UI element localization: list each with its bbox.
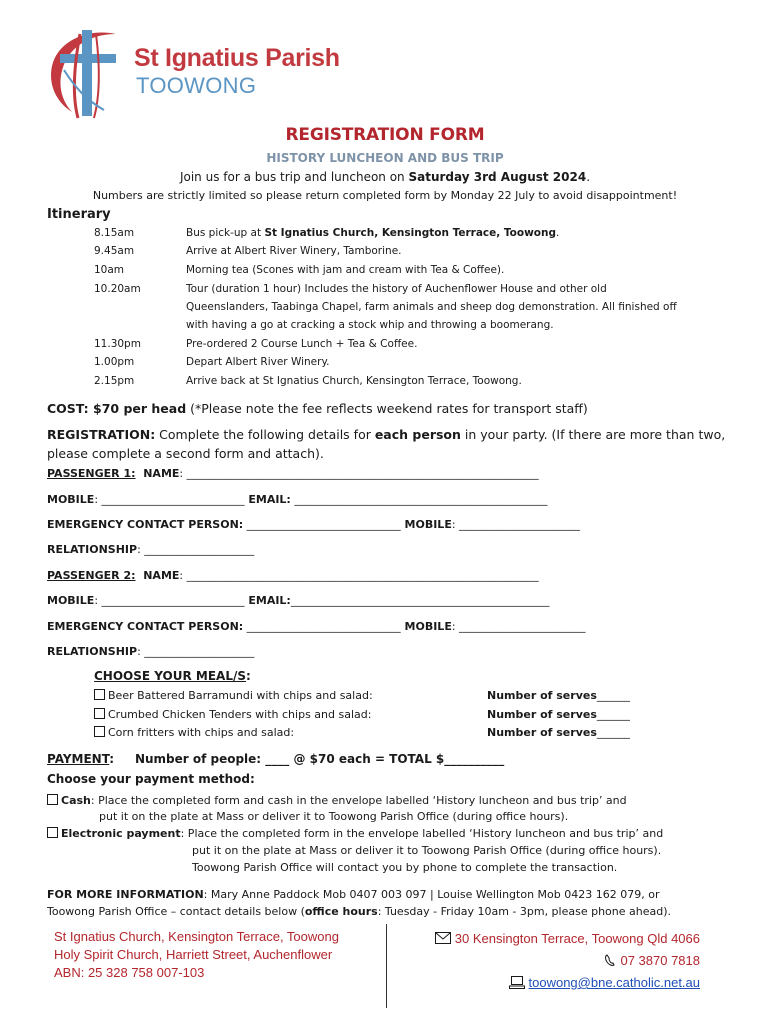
itinerary-desc: with having a go at cracking a stock whip and throwing a boomerang. [186,319,554,331]
itinerary-desc: Pre-ordered 2 Course Lunch + Tea & Coffee. [186,338,418,350]
checkbox[interactable] [47,827,58,838]
itinerary-desc: Arrive at Albert River Winery, Tamborine. [186,245,402,257]
footer-address: 30 Kensington Terrace, Toowong Qld 4066 [435,931,700,946]
meal-option-barramundi[interactable]: Beer Battered Barramundi with chips and salad: [94,689,373,702]
event-date: Saturday 3rd August 2024 [408,170,587,184]
footer-churches: St Ignatius Church, Kensington Terrace, Toowong Holy Spirit Church, Harriett Street, Auchenflower ABN: 25 328 758 007-103 [54,929,339,980]
checkbox[interactable] [94,726,105,737]
passenger-1-name-field[interactable]: PASSENGER 1: NAME: ________________________________________________________________ [47,467,539,480]
itinerary-heading: Itinerary [47,207,111,222]
parish-logo [44,26,134,120]
payment-method-heading: Choose your payment method: [47,772,255,786]
meal-option-chicken[interactable]: Crumbed Chicken Tenders with chips and salad: [94,708,371,721]
passenger-2-mobile-email-field[interactable]: MOBILE: __________________________ EMAIL:_______________________________________________ [47,594,550,607]
itinerary-time: 2.15pm [94,375,135,387]
footer-phone[interactable]: 07 3870 7818 [604,953,700,968]
cash-option[interactable]: Cash: Place the completed form and cash in the envelope labelled ‘History luncheon and bus trip’ and [47,794,627,807]
meal-option-corn-fritters[interactable]: Corn fritters with chips and salad: [94,726,294,739]
electronic-option-text: put it on the plate at Mass or deliver it to Toowong Parish Office (during office hours). [192,844,662,857]
itinerary-time: 9.45am [94,245,135,257]
serves-field[interactable]: Number of serves______ [487,689,630,702]
itinerary-desc: Bus pick-up at St Ignatius Church, Kensington Terrace, Toowong. [186,227,560,239]
footer-divider [386,924,387,1008]
payment-line[interactable]: PAYMENT: Number of people: ____ @ $70 each = TOTAL $__________ [47,752,505,766]
meal-heading: CHOOSE YOUR MEAL/S: [94,669,251,683]
passenger-1-emergency-field[interactable]: EMERGENCY CONTACT PERSON: ____________________________ MOBILE: ______________________ [47,518,581,531]
checkbox[interactable] [47,794,58,805]
checkbox[interactable] [94,689,105,700]
itinerary-desc: Tour (duration 1 hour) Includes the history of Auchenflower House and other old [186,283,607,295]
itinerary-desc: Morning tea (Scones with jam and cream with Tea & Coffee). [186,264,505,276]
serves-field[interactable]: Number of serves______ [487,708,630,721]
itinerary-desc: Arrive back at St Ignatius Church, Kensington Terrace, Toowong. [186,375,522,387]
phone-icon [604,954,616,967]
cost-line: COST: $70 per head (*Please note the fee reflects weekend rates for transport staff) [47,401,588,416]
itinerary-time: 8.15am [94,227,135,239]
more-information: FOR MORE INFORMATION: Mary Anne Paddock Mob 0407 003 097 | Louise Wellington Mob 0423 162 079, or Toowong Parish Office – contact details below (office hours: Tuesday - Friday 10am - 3pm, please phone ahead). [47,888,672,918]
itinerary-desc: Queenslanders, Taabinga Chapel, farm animals and sheep dog demonstration. All finished off [186,301,677,313]
electronic-option-text: Toowong Parish Office will contact you by phone to complete the transaction. [192,861,618,874]
itinerary-time: 1.00pm [94,356,135,368]
footer-email[interactable] [509,975,700,990]
itinerary-time: 10.20am [94,283,141,295]
itinerary-desc: Depart Albert River Winery. [186,356,330,368]
limit-note: Numbers are strictly limited so please return completed form by Monday 22 July to avoid disappointment! [92,189,678,202]
passenger-2-relationship-field[interactable]: RELATIONSHIP: ____________________ [47,645,255,658]
registration-instructions: REGISTRATION: Complete the following details for each person in your party. (If there are more than two, please complete a second form and attach). [47,427,726,461]
envelope-icon [435,932,451,944]
parish-name: St Ignatius Parish [134,44,340,72]
parish-location: TOOWONG [136,73,257,98]
form-subtitle: HISTORY LUNCHEON AND BUS TRIP [266,151,504,165]
passenger-2-name-field[interactable]: PASSENGER 2: NAME: ________________________________________________________________ [47,569,539,582]
itinerary-time: 11.30pm [94,338,141,350]
passenger-2-emergency-field[interactable]: EMERGENCY CONTACT PERSON: ____________________________ MOBILE: _______________________ [47,620,586,633]
itinerary-time: 10am [94,264,125,276]
form-title: REGISTRATION FORM [285,125,485,145]
serves-field[interactable]: Number of serves______ [487,726,630,739]
intro-text: Join us for a bus trip and luncheon on Saturday 3rd August 2024. [179,170,591,184]
passenger-1-relationship-field[interactable]: RELATIONSHIP: ____________________ [47,543,255,556]
electronic-option[interactable]: Electronic payment: Place the completed form in the envelope labelled ‘History luncheon and bus trip’ and [47,827,663,840]
passenger-1-mobile-email-field[interactable]: MOBILE: __________________________ EMAIL: ______________________________________________ [47,493,548,506]
checkbox[interactable] [94,708,105,719]
cash-option-text: put it on the plate at Mass or deliver it to Toowong Parish Office (during office hours). [99,810,569,823]
email-link[interactable]: toowong@bne.catholic.net.au [528,975,700,990]
computer-icon [509,976,525,989]
